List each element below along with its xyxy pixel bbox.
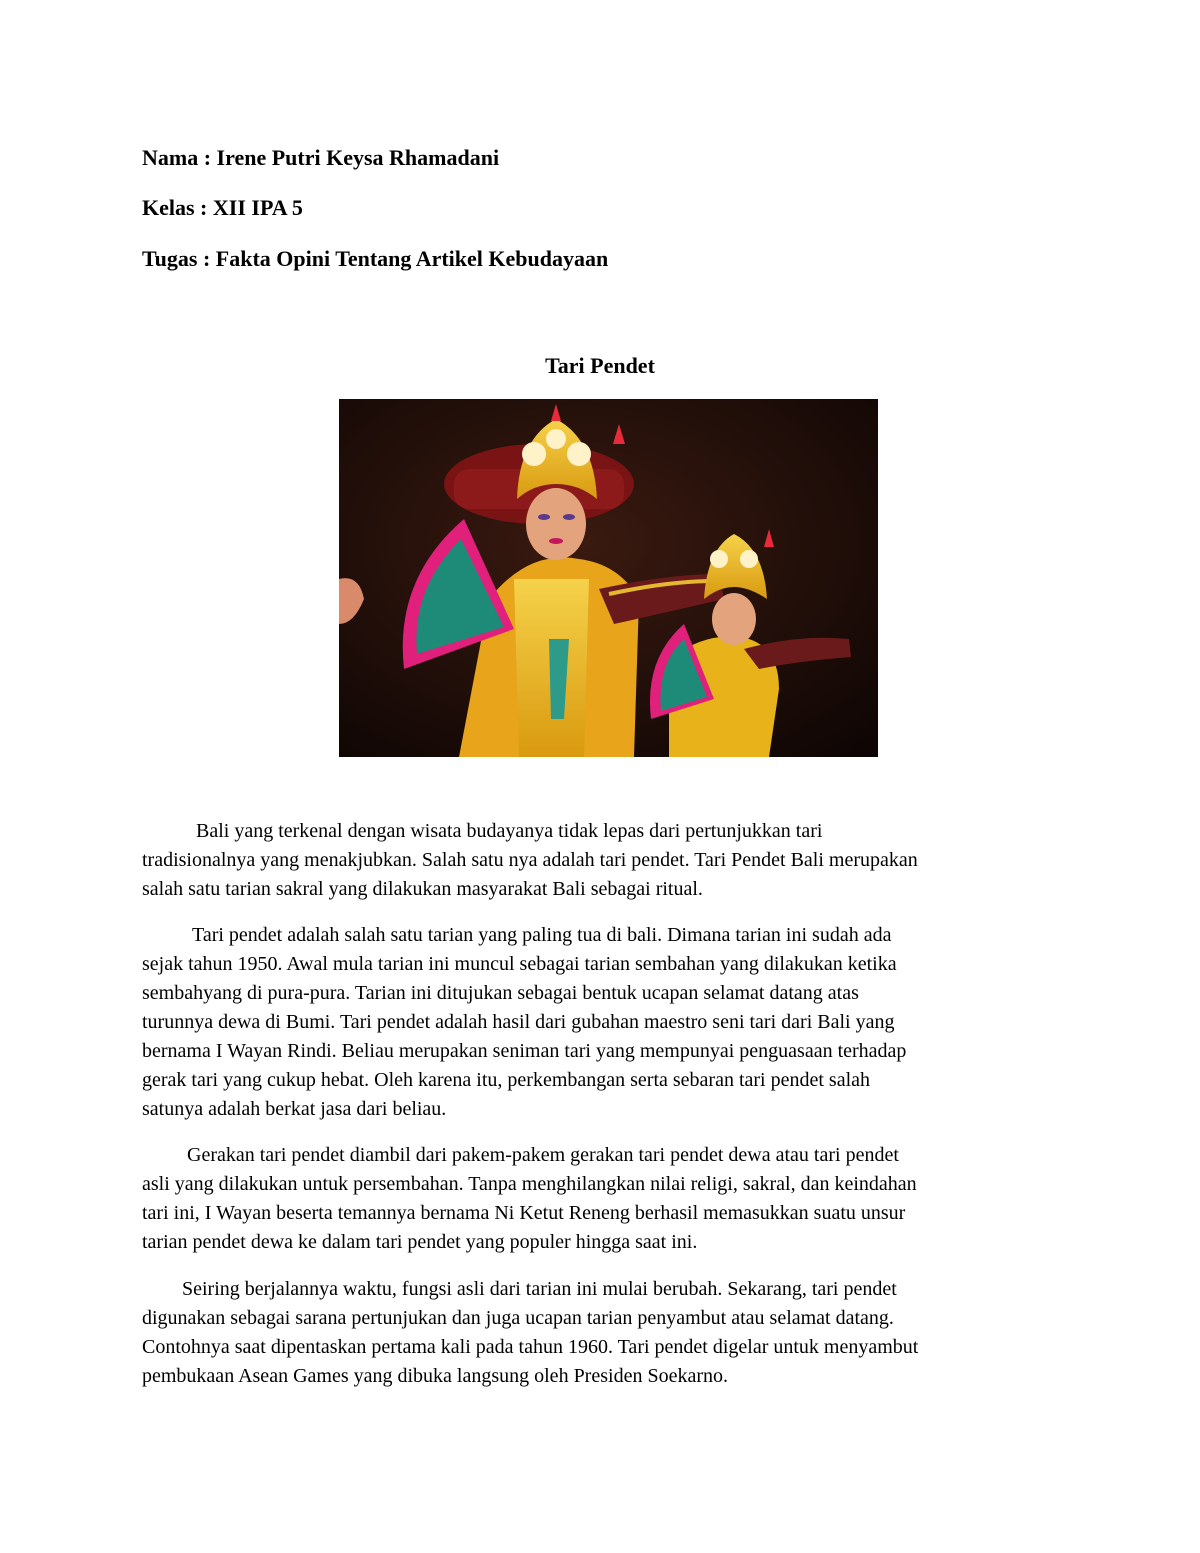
paragraph-line: tarian pendet dewa ke dalam tari pendet yang populer hingga saat ini. <box>142 1231 698 1253</box>
paragraph-4 <box>142 1275 1062 1391</box>
paragraph-2 <box>142 921 1062 1124</box>
paragraph-1 <box>142 817 1062 904</box>
assignment-title: Tugas : Fakta Opini Tentang Artikel Kebudayaan <box>142 246 609 271</box>
paragraph-line: pembukaan Asean Games yang dibuka langsung oleh Presiden Soekarno. <box>142 1365 728 1387</box>
paragraph-line: satunya adalah berkat jasa dari beliau. <box>142 1098 447 1120</box>
paragraph-line: bernama I Wayan Rindi. Beliau merupakan seniman tari yang mempunyai penguasaan terhadap <box>142 1040 907 1062</box>
paragraph-line: tari ini, I Wayan beserta temannya bernama Ni Ketut Reneng berhasil memasukkan suatu unsur <box>142 1202 906 1224</box>
paragraph-line: sejak tahun 1950. Awal mula tarian ini muncul sebagai tarian sembahan yang dilakukan ketika <box>142 953 897 975</box>
paragraph-line: salah satu tarian sakral yang dilakukan masyarakat Bali sebagai ritual. <box>142 878 703 900</box>
paragraph-line: turunnya dewa di Bumi. Tari pendet adalah hasil dari gubahan maestro seni tari dari Bali yang <box>142 1011 895 1033</box>
paragraph-3 <box>142 1141 1062 1257</box>
paragraph-line: tradisionalnya yang menakjubkan. Salah satu nya adalah tari pendet. Tari Pendet Bali merupakan <box>142 849 918 871</box>
student-name: Nama : Irene Putri Keysa Rhamadani <box>142 145 500 170</box>
paragraph-line: sembahyang di pura-pura. Tarian ini ditujukan sebagai bentuk ucapan selamat datang atas <box>142 982 859 1004</box>
paragraph-line: Contohnya saat dipentaskan pertama kali pada tahun 1960. Tari pendet digelar untuk menyambut <box>142 1336 919 1358</box>
paragraph-line: digunakan sebagai sarana pertunjukan dan juga ucapan tarian penyambut atau selamat datang. <box>142 1307 894 1329</box>
pendet-dance-photo <box>339 399 878 757</box>
paragraph-line: Seiring berjalannya waktu, fungsi asli dari tarian ini mulai berubah. Sekarang, tari pendet <box>182 1278 897 1300</box>
photo-icon <box>339 399 878 757</box>
paragraph-line: Tari pendet adalah salah satu tarian yang paling tua di bali. Dimana tarian ini sudah ada <box>192 924 892 946</box>
paragraph-line: Bali yang terkenal dengan wisata budayanya tidak lepas dari pertunjukkan tari <box>196 820 823 842</box>
student-class: Kelas : XII IPA 5 <box>142 195 303 220</box>
paragraph-line: gerak tari yang cukup hebat. Oleh karena itu, perkembangan serta sebaran tari pendet salah <box>142 1069 871 1091</box>
paragraph-line: Gerakan tari pendet diambil dari pakem-pakem gerakan tari pendet dewa atau tari pendet <box>187 1144 899 1166</box>
article-title: Tari Pendet <box>545 353 655 378</box>
paragraph-line: asli yang dilakukan untuk persembahan. Tanpa menghilangkan nilai religi, sakral, dan keindahan <box>142 1173 917 1195</box>
